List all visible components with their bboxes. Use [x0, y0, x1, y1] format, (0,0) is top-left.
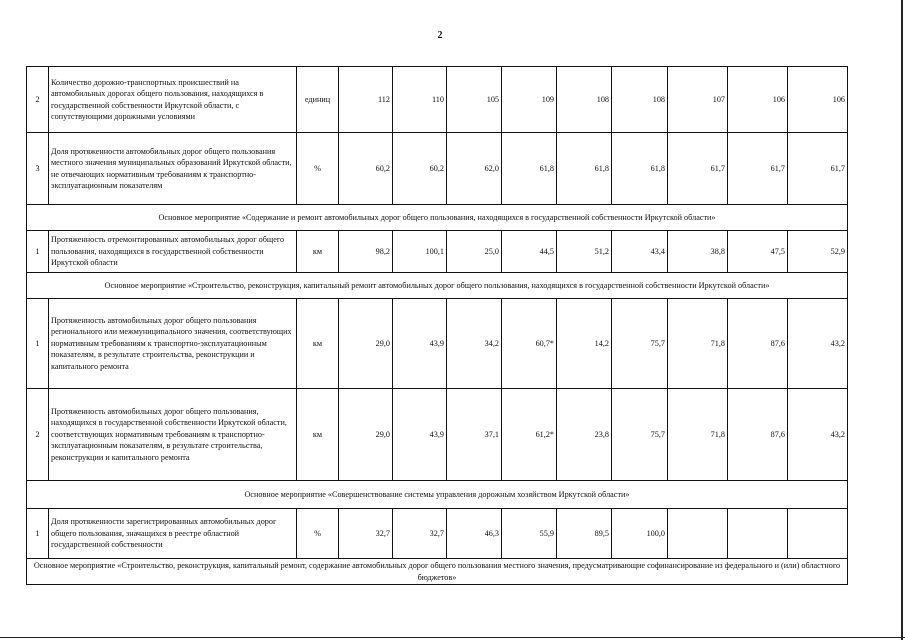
unit-cell: км: [297, 389, 339, 481]
indicators-table: [26, 66, 848, 585]
indicator-name: Протяженность автомобильных дорог общего пользования, находящихся в государственной собственности Иркутской области, соответствующих нормативным требованиям к транспортно-эксплуатационным показателям, в результате строительства, реконструкции и капитального ремонта: [49, 389, 297, 481]
value-cell: 32,7: [339, 509, 393, 559]
value-cell: 23,8: [557, 389, 612, 481]
value-cell: [668, 509, 728, 559]
value-cell: 108: [612, 67, 668, 133]
value-cell: 60,7*: [502, 299, 557, 389]
indicator-name: Протяженность отремонтированных автомобильных дорог общего пользования, находящихся в государственной собственности Иркутской области: [49, 231, 297, 273]
section-title: Основное мероприятие «Строительство, реконструкция, капитальный ремонт автомобильных дорог общего пользования, находящихся в государственной собственности Иркутской области»: [27, 273, 848, 299]
table-row: [27, 67, 848, 133]
value-cell: 29,0: [339, 299, 393, 389]
value-cell: 98,2: [339, 231, 393, 273]
value-cell: 38,8: [668, 231, 728, 273]
value-cell: 105: [447, 67, 502, 133]
row-number: 1: [27, 509, 49, 559]
row-number: 2: [27, 389, 49, 481]
value-cell: 71,8: [668, 299, 728, 389]
section-row: [27, 559, 848, 585]
section-row: [27, 481, 848, 509]
value-cell: 89,5: [557, 509, 612, 559]
section-row: [27, 273, 848, 299]
indicator-name: Доля протяженности зарегистрированных автомобильных дорог общего пользования, значащихся в реестре областной государственной собственности: [49, 509, 297, 559]
value-cell: 61,8: [612, 133, 668, 205]
value-cell: 107: [668, 67, 728, 133]
section-row: [27, 205, 848, 231]
value-cell: 108: [557, 67, 612, 133]
value-cell: 46,3: [447, 509, 502, 559]
page-edge-bottom: [0, 637, 905, 638]
value-cell: 47,5: [728, 231, 788, 273]
value-cell: 62,0: [447, 133, 502, 205]
value-cell: 61,8: [502, 133, 557, 205]
unit-cell: км: [297, 299, 339, 389]
indicator-name: Количество дорожно-транспортных происшествий на автомобильных дорогах общего пользования, находящихся в государственной собственности Иркутской области, с сопутствующими дорожными условиями: [49, 67, 297, 133]
unit-cell: единиц: [297, 67, 339, 133]
value-cell: 75,7: [612, 389, 668, 481]
value-cell: 61,7: [788, 133, 848, 205]
value-cell: 100,1: [393, 231, 447, 273]
value-cell: 87,6: [728, 389, 788, 481]
value-cell: 43,4: [612, 231, 668, 273]
value-cell: 71,8: [668, 389, 728, 481]
row-number: 1: [27, 231, 49, 273]
value-cell: 60,2: [393, 133, 447, 205]
value-cell: 43,9: [393, 299, 447, 389]
section-title: Основное мероприятие «Строительство, реконструкция, капитальный ремонт, содержание автомобильных дорог общего пользования местного значения, предусматривающие софинансирование из федерального и (или) областного бюджетов»: [27, 559, 848, 585]
value-cell: 61,7: [728, 133, 788, 205]
row-number: 3: [27, 133, 49, 205]
value-cell: 100,0: [612, 509, 668, 559]
section-title: Основное мероприятие «Совершенствование системы управления дорожным хозяйством Иркутской области»: [27, 481, 848, 509]
section-title: Основное мероприятие «Содержание и ремонт автомобильных дорог общего пользования, находящихся в государственной собственности Иркутской области»: [27, 205, 848, 231]
value-cell: 75,7: [612, 299, 668, 389]
unit-cell: %: [297, 509, 339, 559]
unit-cell: %: [297, 133, 339, 205]
page-edge-right: [901, 0, 903, 640]
value-cell: 61,2*: [502, 389, 557, 481]
table-row: [27, 389, 848, 481]
table-row: [27, 509, 848, 559]
value-cell: 52,9: [788, 231, 848, 273]
indicator-name: Доля протяженности автомобильных дорог общего пользования местного значения муниципальных образований Иркутской области, не отвечающих нормативным требованиям к транспортно-эксплуатационным показателям: [49, 133, 297, 205]
value-cell: 61,7: [668, 133, 728, 205]
value-cell: 32,7: [393, 509, 447, 559]
value-cell: 44,5: [502, 231, 557, 273]
table-row: [27, 231, 848, 273]
value-cell: 106: [788, 67, 848, 133]
value-cell: 14,2: [557, 299, 612, 389]
table-row: [27, 299, 848, 389]
indicator-name: Протяженность автомобильных дорог общего пользования регионального или межмуниципального значения, соответствующих нормативным требованиям к транспортно-эксплуатационным показателям, в результате строительства, реконструкции и капитального ремонта: [49, 299, 297, 389]
row-number: 2: [27, 67, 49, 133]
value-cell: 29,0: [339, 389, 393, 481]
table-row: [27, 133, 848, 205]
value-cell: 37,1: [447, 389, 502, 481]
value-cell: 60,2: [339, 133, 393, 205]
value-cell: 61,8: [557, 133, 612, 205]
value-cell: 34,2: [447, 299, 502, 389]
value-cell: 112: [339, 67, 393, 133]
page-number: 2: [437, 30, 443, 41]
value-cell: 87,6: [728, 299, 788, 389]
value-cell: 106: [728, 67, 788, 133]
value-cell: [728, 509, 788, 559]
value-cell: 43,2: [788, 299, 848, 389]
value-cell: 109: [502, 67, 557, 133]
row-number: 1: [27, 299, 49, 389]
value-cell: [788, 509, 848, 559]
value-cell: 110: [393, 67, 447, 133]
value-cell: 43,9: [393, 389, 447, 481]
value-cell: 43,2: [788, 389, 848, 481]
value-cell: 51,2: [557, 231, 612, 273]
value-cell: 25,0: [447, 231, 502, 273]
value-cell: 55,9: [502, 509, 557, 559]
unit-cell: км: [297, 231, 339, 273]
